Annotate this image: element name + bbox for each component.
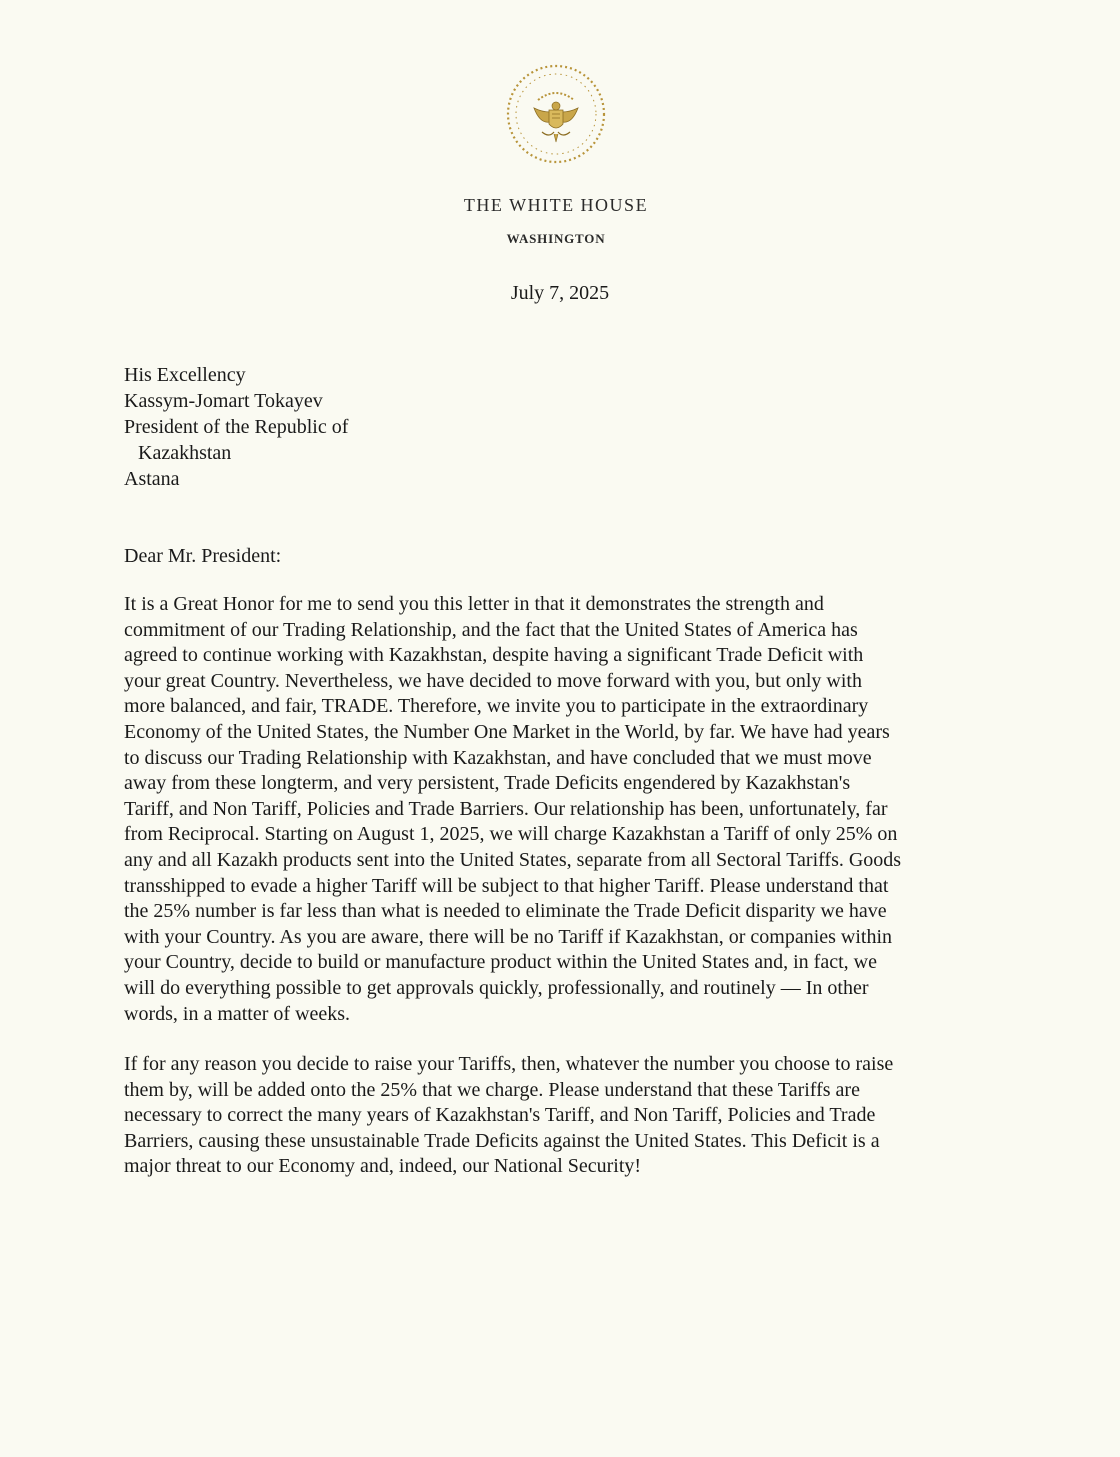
paragraph-line: commitment of our Trading Relationship, and the fact that the United States of America has: [124, 618, 858, 641]
letterhead-title: THE WHITE HOUSE: [463, 195, 649, 215]
address-line: His Excellency: [124, 364, 246, 386]
paragraph-line: from Reciprocal. Starting on August 1, 2025, we will charge Kazakhstan a Tariff of only 25% on: [124, 823, 898, 846]
paragraph-line: It is a Great Honor for me to send you this letter in that it demonstrates the strength and: [124, 593, 824, 615]
address-line: Kazakhstan: [138, 442, 232, 464]
paragraph-line: will do everything possible to get approvals quickly, professionally, and routinely — In other: [124, 976, 869, 999]
paragraph-line: If for any reason you decide to raise your Tariffs, then, whatever the number you choose to raise: [124, 1053, 894, 1075]
paragraph-line: any and all Kazakh products sent into the United States, separate from all Sectoral Tariffs. Goods: [124, 848, 902, 871]
body-paragraph-2: [124, 1052, 994, 1180]
presidential-seal-icon: [504, 62, 608, 166]
paragraph-line: major threat to our Economy and, indeed, our National Security!: [124, 1155, 642, 1178]
paragraph-line: Economy of the United States, the Number One Market in the World, by far. We have had years: [124, 720, 890, 743]
letterhead-subtitle: WASHINGTON: [506, 231, 606, 246]
paragraph-line: away from these longterm, and very persistent, Trade Deficits engendered by Kazakhstan's: [124, 772, 851, 795]
paragraph-line: words, in a matter of weeks.: [124, 1002, 351, 1025]
paragraph-line: the 25% number is far less than what is needed to eliminate the Trade Deficit disparity we have: [124, 900, 887, 923]
address-line: Astana: [124, 468, 180, 490]
address-line: President of the Republic of: [124, 416, 349, 438]
paragraph-line: Barriers, causing these unsustainable Trade Deficits against the United States. This Deficit is a: [124, 1129, 880, 1152]
salutation: Dear Mr. President:: [124, 545, 282, 567]
address-line: Kassym-Jomart Tokayev: [124, 390, 323, 412]
paragraph-line: agreed to continue working with Kazakhstan, despite having a significant Trade Deficit with: [124, 644, 864, 667]
paragraph-line: your great Country. Nevertheless, we have decided to move forward with you, but only with: [124, 669, 862, 692]
paragraph-line: your Country, decide to build or manufacture product within the United States and, in fact, we: [124, 951, 877, 974]
paragraph-line: Tariff, and Non Tariff, Policies and Trade Barriers. Our relationship has been, unfortunately, far: [124, 797, 888, 820]
paragraph-line: them by, will be added onto the 25% that we charge. Please understand that these Tariffs are: [124, 1078, 860, 1101]
paragraph-line: to discuss our Trading Relationship with Kazakhstan, and have concluded that we must move: [124, 746, 872, 769]
body-paragraph-1: [124, 592, 994, 1027]
paragraph-line: with your Country. As you are aware, there will be no Tariff if Kazakhstan, or companies within: [124, 925, 893, 948]
letter-date: July 7, 2025: [510, 282, 610, 304]
paragraph-line: more balanced, and fair, TRADE. Therefore, we invite you to participate in the extraordinary: [124, 695, 869, 718]
paragraph-line: necessary to correct the many years of Kazakhstan's Tariff, and Non Tariff, Policies and Trade: [124, 1104, 876, 1127]
recipient-address: [124, 362, 348, 492]
paragraph-line: transshipped to evade a higher Tariff will be subject to that higher Tariff. Please understand that: [124, 874, 889, 897]
